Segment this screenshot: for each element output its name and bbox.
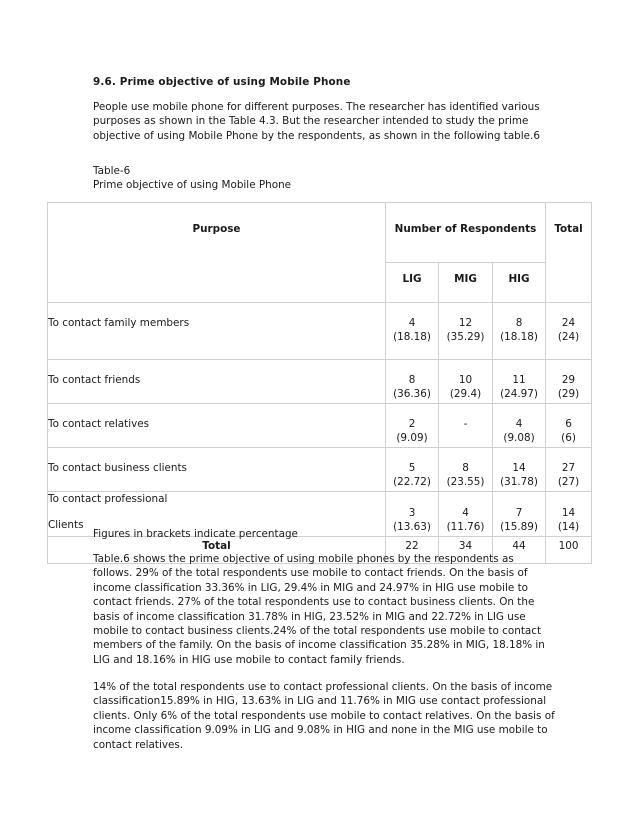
lig-cell: 4 (18.18) bbox=[386, 303, 439, 360]
mig-cell: - bbox=[439, 404, 493, 448]
table-row bbox=[48, 404, 592, 448]
mig-header: MIG bbox=[439, 263, 493, 303]
lig-cell: 5 (22.72) bbox=[386, 448, 439, 492]
mig-cell: 8 (23.55) bbox=[439, 448, 493, 492]
total-cell: 29 (29) bbox=[546, 360, 592, 404]
lig-cell: 8 (36.36) bbox=[386, 360, 439, 404]
lig-cell: 3 (13.63) bbox=[386, 492, 439, 537]
table-label: Table-6 bbox=[93, 165, 131, 177]
purpose-header: Purpose bbox=[48, 203, 386, 303]
total-cell: 24 (24) bbox=[546, 303, 592, 360]
total-cell: 27 (27) bbox=[546, 448, 592, 492]
respondents-header: Number of Respondents bbox=[386, 203, 546, 263]
mig-cell: 12 (35.29) bbox=[439, 303, 493, 360]
purpose-line: Clients bbox=[48, 519, 84, 532]
hig-header: HIG bbox=[493, 263, 546, 303]
lig-total: 22 bbox=[386, 537, 439, 564]
grand-total: 100 bbox=[546, 537, 592, 564]
analysis-paragraph-2: 14% of the total respondents use to contact professional clients. On the basis of income classification15.89% in HIG, 13.63% in LIG and 11.76% in MIG use contact professional clients. Only 6% of the total respondents use mobile to contact relatives. On the basis of income classification 9.09% in LIG and 9.08% in HIG and none in the MIG use mobile to contact relatives. bbox=[93, 681, 555, 751]
table-row bbox=[48, 303, 592, 360]
hig-total: 44 bbox=[493, 537, 546, 564]
total-label: Total bbox=[48, 537, 386, 564]
mig-cell: 4 (11.76) bbox=[439, 492, 493, 537]
hig-cell: 7 (15.89) bbox=[493, 492, 546, 537]
respondents-table bbox=[47, 202, 592, 564]
purpose-cell: To contact family members bbox=[48, 303, 386, 360]
table-row bbox=[48, 360, 592, 404]
total-header: Total bbox=[546, 203, 592, 303]
purpose-line: To contact professional bbox=[48, 493, 168, 505]
mig-cell: 10 (29.4) bbox=[439, 360, 493, 404]
intro-paragraph: People use mobile phone for different purposes. The researcher has identified various purposes as shown in the Table 4.3. But the researcher intended to study the prime objective of using Mobile Phone by the respondents, as shown in the following table.6 bbox=[93, 101, 540, 142]
section-title: 9.6. Prime objective of using Mobile Phone bbox=[93, 76, 351, 88]
table-caption: Prime objective of using Mobile Phone bbox=[93, 179, 292, 191]
lig-cell: 2 (9.09) bbox=[386, 404, 439, 448]
hig-cell: 8 (18.18) bbox=[493, 303, 546, 360]
table-row bbox=[48, 448, 592, 492]
purpose-cell: To contact business clients bbox=[48, 448, 386, 492]
analysis-paragraph-1: Table.6 shows the prime objective of using mobile phones by the respondents as follows. 29% of the total respondents use mobile to contact friends. On the basis of income classification 33.36% in LIG, 29.4% in MIG and 24.97% in HIG use mobile to contact friends. 27% of the total respondents use to contact business clients. On the basis of income classification 31.78% in HIG, 23.52% in MIG and 22.72% in LIG use mobile to contact business clients.24% of the total respondents use mobile to contact members of the family. On the basis of income classification 35.28% in MIG, 18.18% in LIG and 18.16% in HIG use mobile to contact family friends. bbox=[93, 553, 545, 666]
purpose-cell: To contact relatives bbox=[48, 404, 386, 448]
footnote: Figures in brackets indicate percentage bbox=[93, 528, 298, 540]
purpose-cell: To contact friends bbox=[48, 360, 386, 404]
hig-cell: 14 (31.78) bbox=[493, 448, 546, 492]
total-cell: 6 (6) bbox=[546, 404, 592, 448]
hig-cell: 4 (9.08) bbox=[493, 404, 546, 448]
mig-total: 34 bbox=[439, 537, 493, 564]
table-header-row bbox=[48, 203, 592, 263]
lig-header: LIG bbox=[386, 263, 439, 303]
hig-cell: 11 (24.97) bbox=[493, 360, 546, 404]
total-cell: 14 (14) bbox=[546, 492, 592, 537]
